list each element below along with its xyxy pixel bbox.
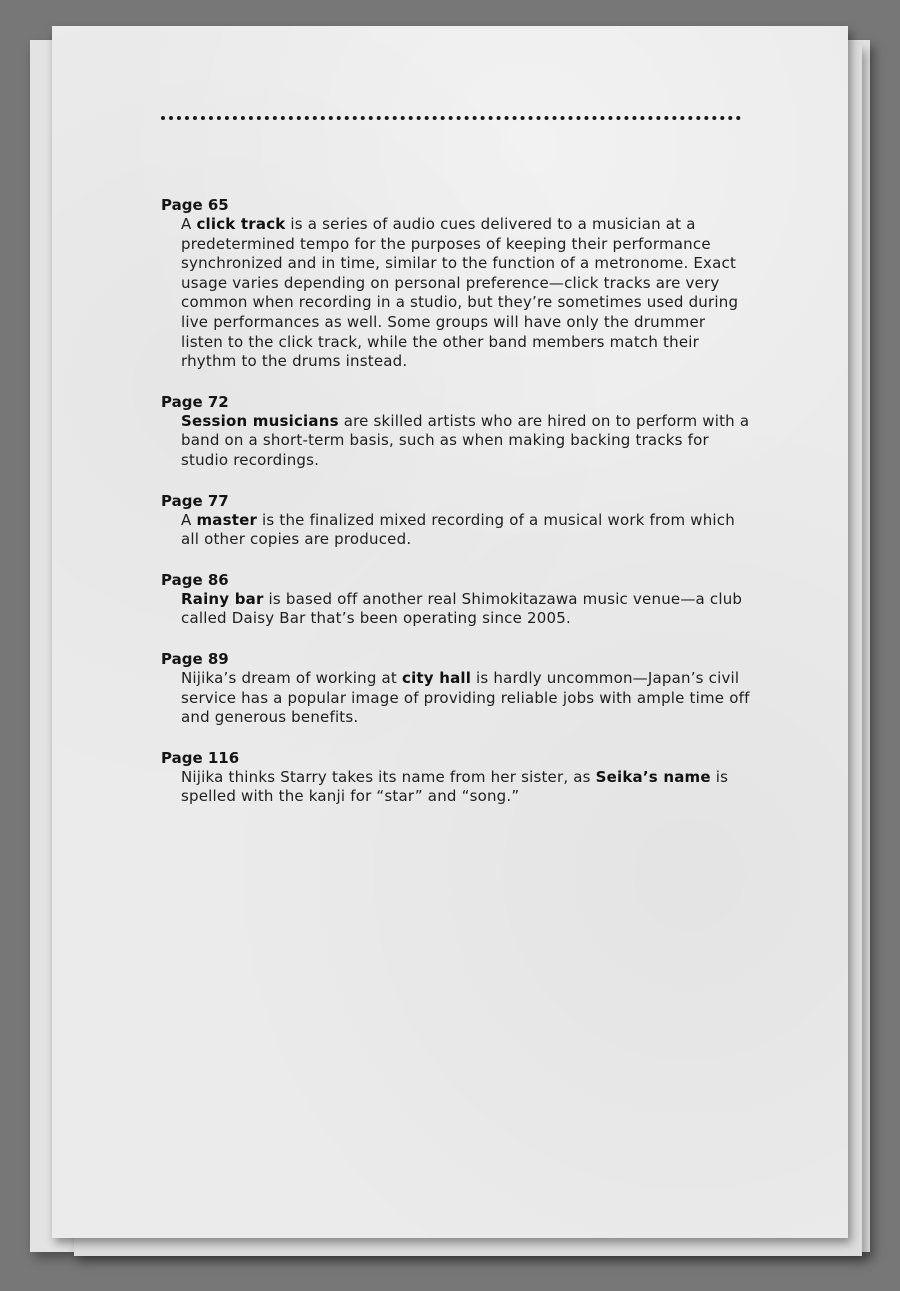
note-text xyxy=(181,669,751,728)
note-text-segment: is a series of audio cues delivered to a musician at a predetermined tempo for the purposes of keeping their performance synchronized and in time, similar to the function of a metronome. Exact usage varies depending on personal preference—click tracks are very common when recording in a studio, but they’re sometimes used during live performances as well. Some groups will have only the drummer listen to the click track, while the other band members match their rhythm to the drums instead. xyxy=(181,215,739,371)
note-text xyxy=(181,511,751,550)
note-page-label: Page 89 xyxy=(161,649,229,668)
note-page-label: Page 65 xyxy=(161,196,229,214)
document-page xyxy=(52,26,848,1238)
dotted-divider xyxy=(161,116,741,124)
note-term: Rainy bar xyxy=(181,589,264,608)
note-page-label: Page 86 xyxy=(161,570,229,589)
note-text xyxy=(181,590,751,629)
note-page-86 xyxy=(161,570,751,629)
note-page-77 xyxy=(161,491,751,550)
note-term: click track xyxy=(196,215,286,233)
note-text xyxy=(181,768,751,807)
note-page-label: Page 116 xyxy=(161,748,240,767)
note-term: Seika’s name xyxy=(595,767,711,786)
note-term: Session musicians xyxy=(181,411,339,430)
note-page-72 xyxy=(161,392,751,471)
note-text xyxy=(181,412,751,471)
note-text-segment: Nijika thinks Starry takes its name from her sister, as xyxy=(181,767,596,786)
note-page-65 xyxy=(161,195,751,372)
note-text-segment: A xyxy=(181,215,197,233)
note-text-segment: Nijika’s dream of working at xyxy=(181,668,402,687)
note-text-segment: A xyxy=(181,510,197,529)
note-page-label: Page 72 xyxy=(161,392,229,411)
note-text-segment: are skilled artists who are hired on to perform with a band on a short-term basis, such as when making backing tracks for studio recordings. xyxy=(181,411,750,469)
note-page-label: Page 77 xyxy=(161,491,229,510)
note-text-segment: is based off another real Shimokitazawa music venue—a club called Daisy Bar that’s been operating since 2005. xyxy=(181,589,743,628)
note-text-segment: is spelled with the kanji for “star” and “song.” xyxy=(181,767,729,806)
note-page-89 xyxy=(161,649,751,728)
note-text-segment: is the finalized mixed recording of a musical work from which all other copies are produced. xyxy=(181,510,735,549)
note-text-segment: is hardly uncommon—Japan’s civil service has a popular image of providing reliable jobs with ample time off and generous benefits. xyxy=(181,668,750,727)
note-page-116 xyxy=(161,748,751,807)
note-term: master xyxy=(196,510,258,529)
note-text xyxy=(181,215,751,372)
note-term: city hall xyxy=(401,668,472,687)
translation-notes xyxy=(161,195,751,827)
